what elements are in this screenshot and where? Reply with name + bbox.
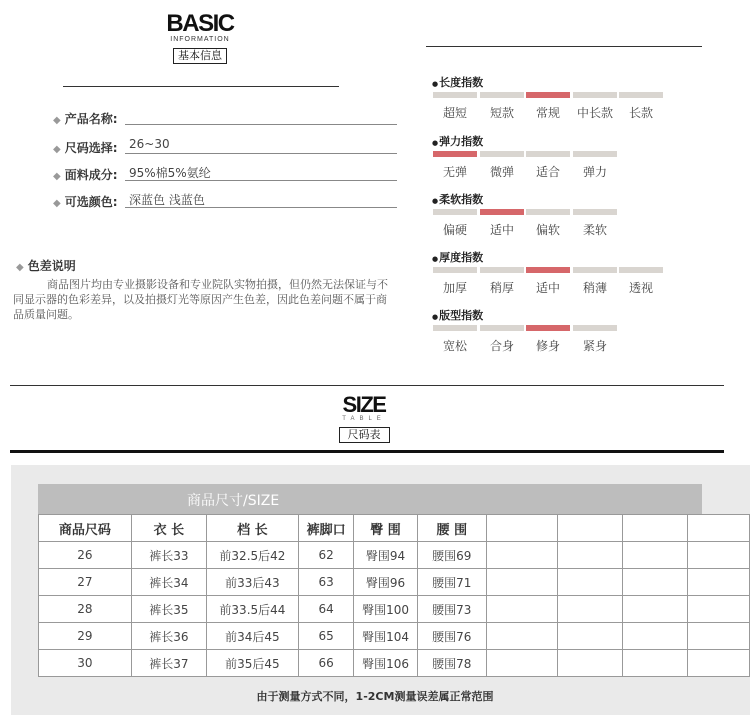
- info-label: ◆ 尺码选择:: [53, 141, 118, 155]
- table-cell: 前33.5后44: [206, 596, 298, 623]
- index-option-label: 适合: [535, 165, 560, 179]
- table-cell: [557, 596, 622, 623]
- info-row-size: [53, 136, 353, 158]
- index-option-label: 适中: [535, 281, 560, 295]
- index-bar: [526, 267, 570, 273]
- size-word: SIZE: [342, 392, 386, 417]
- table-cell: 63: [298, 569, 353, 596]
- table-cell: 64: [298, 596, 353, 623]
- underline: [125, 153, 397, 154]
- index-option-label: 偏软: [535, 223, 560, 237]
- index-title-text: 版型指数: [439, 309, 484, 322]
- index-title: [432, 133, 483, 149]
- table-cell: [486, 569, 557, 596]
- table-row: [39, 650, 750, 677]
- size-table: [38, 514, 750, 677]
- index-bar: [480, 209, 524, 215]
- index-title-text: 柔软指数: [439, 193, 484, 206]
- index-option-label: 微弹: [489, 165, 514, 179]
- index-bar: [433, 92, 477, 98]
- table-cell: [557, 542, 622, 569]
- table-cell: 臀围96: [354, 569, 417, 596]
- table-cell: 腰围71: [417, 569, 486, 596]
- basic-info-heading: 基本信息: [173, 48, 227, 64]
- index-option-label: 宽松: [442, 339, 467, 353]
- table-row: [39, 596, 750, 623]
- index-option-label: 紧身: [582, 339, 607, 353]
- header-cell: 档 长: [206, 515, 298, 542]
- info-row-fabric: [53, 163, 353, 185]
- index-title-text: 厚度指数: [439, 251, 484, 264]
- table-row: [39, 623, 750, 650]
- basic-word: BASIC: [166, 10, 234, 37]
- index-bar: [619, 92, 663, 98]
- underline: [125, 180, 397, 181]
- table-cell: 臀围94: [354, 542, 417, 569]
- table-cell: 臀围106: [354, 650, 417, 677]
- index-option-label: 稍厚: [489, 281, 514, 295]
- table-cell: [622, 596, 687, 623]
- table-cell: [622, 623, 687, 650]
- size-logo: [330, 394, 398, 443]
- table-cell: [486, 542, 557, 569]
- table-cell: 腰围78: [417, 650, 486, 677]
- size-table-title: 商品尺寸/SIZE: [187, 493, 280, 509]
- table-row: [39, 569, 750, 596]
- table-cell: 65: [298, 623, 353, 650]
- index-option-label: 常规: [535, 106, 560, 120]
- header-cell: 商品尺码: [39, 515, 132, 542]
- index-bar: [433, 151, 477, 157]
- diamond-icon: ◆: [53, 115, 61, 126]
- index-option-label: 加厚: [442, 281, 467, 295]
- index-bar: [526, 151, 570, 157]
- size-table-title-bar: [38, 484, 702, 514]
- table-cell: 前34后45: [206, 623, 298, 650]
- index-option-label: 适中: [489, 223, 514, 237]
- table-cell: 66: [298, 650, 353, 677]
- index-title-text: 长度指数: [439, 76, 484, 89]
- index-bar: [526, 325, 570, 331]
- table-cell: 前33后43: [206, 569, 298, 596]
- table-cell: [687, 623, 749, 650]
- table-row: [39, 542, 750, 569]
- underline: [125, 124, 397, 125]
- divider: [63, 86, 339, 87]
- bullet-icon: ●: [432, 255, 439, 263]
- index-bar: [573, 92, 617, 98]
- table-cell: [486, 596, 557, 623]
- size-table-heading: 尺码表: [339, 427, 390, 443]
- underline: [125, 207, 397, 208]
- header-cell: 臀 围: [354, 515, 417, 542]
- table-cell: 臀围100: [354, 596, 417, 623]
- table-cell: [486, 623, 557, 650]
- table-cell: 前35后45: [206, 650, 298, 677]
- index-bar: [433, 267, 477, 273]
- index-option-label: 修身: [535, 339, 560, 353]
- table-cell: 裤长36: [131, 623, 206, 650]
- index-bar: [573, 325, 617, 331]
- index-option-label: 弹力: [582, 165, 607, 179]
- table-cell: [622, 650, 687, 677]
- header-cell: 腰 围: [417, 515, 486, 542]
- header-cell: 衣 长: [131, 515, 206, 542]
- index-bar: [433, 325, 477, 331]
- table-cell: [687, 596, 749, 623]
- index-option-label: 中长款: [576, 106, 613, 120]
- divider: [426, 46, 702, 47]
- size-table-footnote: 由于测量方式不同，1-2CM测量误差属正常范围: [256, 690, 494, 703]
- index-bar: [480, 92, 524, 98]
- header-cell: [622, 515, 687, 542]
- index-title: [432, 191, 483, 207]
- index-bar: [480, 151, 524, 157]
- info-value: 95%棉5%氨纶: [129, 166, 211, 180]
- index-title: [432, 307, 483, 323]
- table-cell: [687, 569, 749, 596]
- index-option-label: 短款: [489, 106, 514, 120]
- table-cell: 28: [39, 596, 132, 623]
- table-cell: [622, 542, 687, 569]
- table-header-row: [39, 515, 750, 542]
- header-cell: [557, 515, 622, 542]
- info-label: ◆ 可选颜色:: [53, 195, 118, 209]
- basic-logo: [165, 12, 235, 64]
- diamond-icon: ◆: [53, 171, 61, 182]
- index-title: [432, 249, 483, 265]
- index-bar: [619, 267, 663, 273]
- index-bar: [526, 92, 570, 98]
- table-cell: 前32.5后42: [206, 542, 298, 569]
- table-cell: 30: [39, 650, 132, 677]
- table-cell: 腰围73: [417, 596, 486, 623]
- table-cell: [557, 623, 622, 650]
- table-cell: [486, 650, 557, 677]
- index-bar: [433, 209, 477, 215]
- index-option-label: 柔软: [582, 223, 607, 237]
- size-subtitle: TABLE: [342, 416, 386, 422]
- index-bar: [573, 151, 617, 157]
- table-cell: 臀围104: [354, 623, 417, 650]
- index-bar: [573, 209, 617, 215]
- index-option-label: 超短: [442, 106, 467, 120]
- color-note-title: ◆ 色差说明: [16, 259, 76, 273]
- table-cell: 27: [39, 569, 132, 596]
- info-value: 26~30: [129, 137, 170, 151]
- table-cell: 腰围76: [417, 623, 486, 650]
- index-bar: [573, 267, 617, 273]
- info-label: ◆ 面料成分:: [53, 168, 118, 182]
- table-cell: [557, 569, 622, 596]
- table-cell: 裤长35: [131, 596, 206, 623]
- index-option-label: 无弹: [442, 165, 467, 179]
- index-option-label: 透视: [628, 281, 653, 295]
- diamond-icon: ◆: [53, 198, 61, 209]
- divider: [10, 450, 724, 453]
- index-bar: [526, 209, 570, 215]
- index-option-label: 长款: [628, 106, 653, 120]
- info-row-name: [53, 107, 353, 129]
- bullet-icon: ●: [432, 80, 439, 88]
- info-label: ◆ 产品名称:: [53, 112, 118, 126]
- table-cell: [687, 650, 749, 677]
- diamond-icon: ◆: [53, 144, 61, 155]
- basic-subtitle: INFORMATION: [170, 36, 230, 43]
- info-value: 深蓝色 浅蓝色: [129, 193, 205, 207]
- table-cell: [687, 542, 749, 569]
- index-bar: [480, 325, 524, 331]
- info-row-color: [53, 190, 353, 212]
- index-bar: [480, 267, 524, 273]
- table-cell: 62: [298, 542, 353, 569]
- table-cell: [557, 650, 622, 677]
- table-cell: 裤长34: [131, 569, 206, 596]
- table-cell: 26: [39, 542, 132, 569]
- table-cell: 裤长33: [131, 542, 206, 569]
- table-cell: 裤长37: [131, 650, 206, 677]
- table-cell: [622, 569, 687, 596]
- index-option-label: 合身: [489, 339, 514, 353]
- bullet-icon: ●: [432, 313, 439, 321]
- color-note-body: 商品图片均由专业摄影设备和专业院队实物拍摄，但仍然无法保证与不同显示器的色彩差异，以及拍摄灯光等原因产生色差，因此色差问题不属于商品质量问题。: [13, 278, 388, 321]
- table-cell: 腰围69: [417, 542, 486, 569]
- header-cell: [486, 515, 557, 542]
- index-option-label: 偏硬: [442, 223, 467, 237]
- index-title: [432, 74, 483, 90]
- header-cell: [687, 515, 749, 542]
- index-option-label: 稍薄: [582, 281, 607, 295]
- bullet-icon: ●: [432, 139, 439, 147]
- divider: [10, 385, 724, 386]
- bullet-icon: ●: [432, 197, 439, 205]
- table-cell: 29: [39, 623, 132, 650]
- diamond-icon: ◆: [16, 262, 24, 273]
- index-title-text: 弹力指数: [439, 135, 484, 148]
- header-cell: 裤脚口: [298, 515, 353, 542]
